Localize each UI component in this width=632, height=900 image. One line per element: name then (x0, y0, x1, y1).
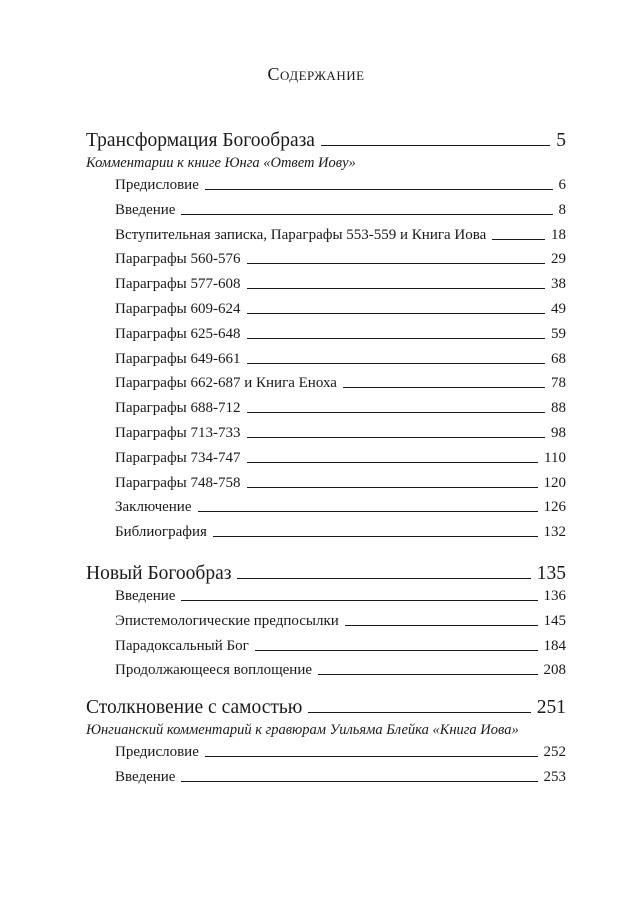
toc-entry (115, 586, 566, 604)
entry-title: Параграфы 713-733 (115, 425, 241, 441)
entry-title: Предисловие (115, 744, 199, 760)
leader-line (237, 578, 530, 579)
page-number: 132 (543, 524, 566, 541)
page-number: 18 (551, 226, 566, 243)
toc-entry (115, 473, 566, 491)
leader-line (247, 363, 545, 364)
leader-line (205, 189, 553, 190)
leader-line (198, 511, 538, 512)
entry-title: Параграфы 662-687 и Книга Еноха (115, 375, 337, 392)
page-number: 98 (551, 425, 566, 441)
section-subtitle (86, 719, 566, 737)
page-number: 6 (558, 177, 566, 193)
page-number: 78 (551, 375, 566, 392)
toc-entry (115, 636, 566, 654)
section-title: Трансформация Богообраза (86, 129, 315, 151)
leader-line (181, 600, 537, 601)
toc-entry (115, 423, 566, 441)
toc-entry (115, 497, 566, 515)
page-number: 126 (543, 499, 566, 516)
page-number: 251 (536, 696, 566, 718)
toc-section-entry (86, 695, 566, 717)
entry-title: Введение (115, 201, 176, 218)
toc-entry (115, 448, 566, 466)
section-title: Новый Богообраз (86, 562, 232, 584)
leader-line (181, 214, 552, 215)
leader-line (247, 437, 545, 438)
toc-entry (115, 299, 566, 317)
leader-line (308, 712, 530, 713)
page-number: 110 (544, 449, 566, 466)
leader-line (247, 338, 545, 339)
toc-entry (115, 349, 566, 367)
page-number: 184 (543, 637, 566, 654)
leader-line (492, 239, 545, 240)
toc-entry (115, 324, 566, 342)
entry-title: Вступительная записка, Параграфы 553-559 и Книга Иова (115, 226, 487, 243)
entry-title: Параграфы 748-758 (115, 474, 241, 491)
toc-entry (115, 373, 566, 391)
section-title: Столкновение с самостью (86, 696, 303, 718)
leader-line (247, 313, 545, 314)
leader-line (247, 462, 539, 463)
page-title: Содержание (267, 64, 365, 84)
subtitle-text: Юнгианский комментарий к гравюрам Уильяма Блейка «Книга Иова» (86, 721, 519, 738)
toc-entry (115, 398, 566, 416)
toc-entry (115, 742, 566, 760)
entry-title: Введение (115, 588, 176, 604)
page-number: 5 (556, 129, 566, 151)
entry-title: Введение (115, 768, 176, 785)
toc-entry (115, 767, 566, 785)
entry-title: Библиография (115, 524, 207, 541)
page-number: 8 (558, 201, 566, 218)
toc-entry (115, 200, 566, 218)
entry-title: Параграфы 577-608 (115, 276, 241, 293)
leader-line (247, 263, 545, 264)
page-number: 253 (543, 768, 566, 785)
toc-entry (115, 225, 566, 243)
leader-line (318, 674, 537, 675)
entry-title: Параграфы 649-661 (115, 350, 241, 367)
entry-title: Эпистемологические предпосылки (115, 612, 339, 629)
entry-title: Параграфы 688-712 (115, 400, 241, 417)
page-number: 208 (543, 662, 566, 679)
page-number: 135 (536, 562, 566, 584)
leader-line (255, 650, 538, 651)
leader-line (343, 387, 545, 388)
page-number: 88 (551, 400, 566, 417)
entry-title: Предисловие (115, 177, 199, 193)
leader-line (205, 756, 538, 757)
toc-entry (115, 274, 566, 292)
entry-title: Параграфы 609-624 (115, 301, 241, 317)
page-number: 29 (551, 251, 566, 268)
toc-entry (115, 660, 566, 678)
leader-line (247, 412, 545, 413)
subtitle-text: Комментарии к книге Юнга «Ответ Иову» (86, 154, 356, 171)
page-number: 120 (543, 474, 566, 491)
page-number: 59 (551, 325, 566, 342)
leader-line (247, 487, 538, 488)
toc-entry (115, 522, 566, 540)
section-subtitle (86, 152, 566, 170)
toc-section-entry (86, 128, 566, 150)
leader-line (181, 781, 537, 782)
toc-entry (115, 249, 566, 267)
entry-title: Параграфы 625-648 (115, 325, 241, 342)
entry-title: Заключение (115, 499, 192, 516)
entry-title: Продолжающееся воплощение (115, 662, 313, 679)
leader-line (247, 288, 545, 289)
page-number: 38 (551, 276, 566, 293)
leader-line (321, 145, 550, 146)
entry-title: Параграфы 734-747 (115, 449, 241, 466)
toc-entry (115, 175, 566, 193)
page-number: 252 (543, 744, 566, 760)
entry-title: Парадоксальный Бог (115, 637, 249, 654)
page-number: 68 (551, 350, 566, 367)
page-number: 136 (543, 588, 566, 604)
page-number: 145 (543, 612, 566, 629)
toc-entry (115, 611, 566, 629)
leader-line (345, 625, 538, 626)
toc-section-entry (86, 561, 566, 583)
entry-title: Параграфы 560-576 (115, 251, 241, 268)
page-number: 49 (551, 301, 566, 317)
leader-line (213, 536, 538, 537)
